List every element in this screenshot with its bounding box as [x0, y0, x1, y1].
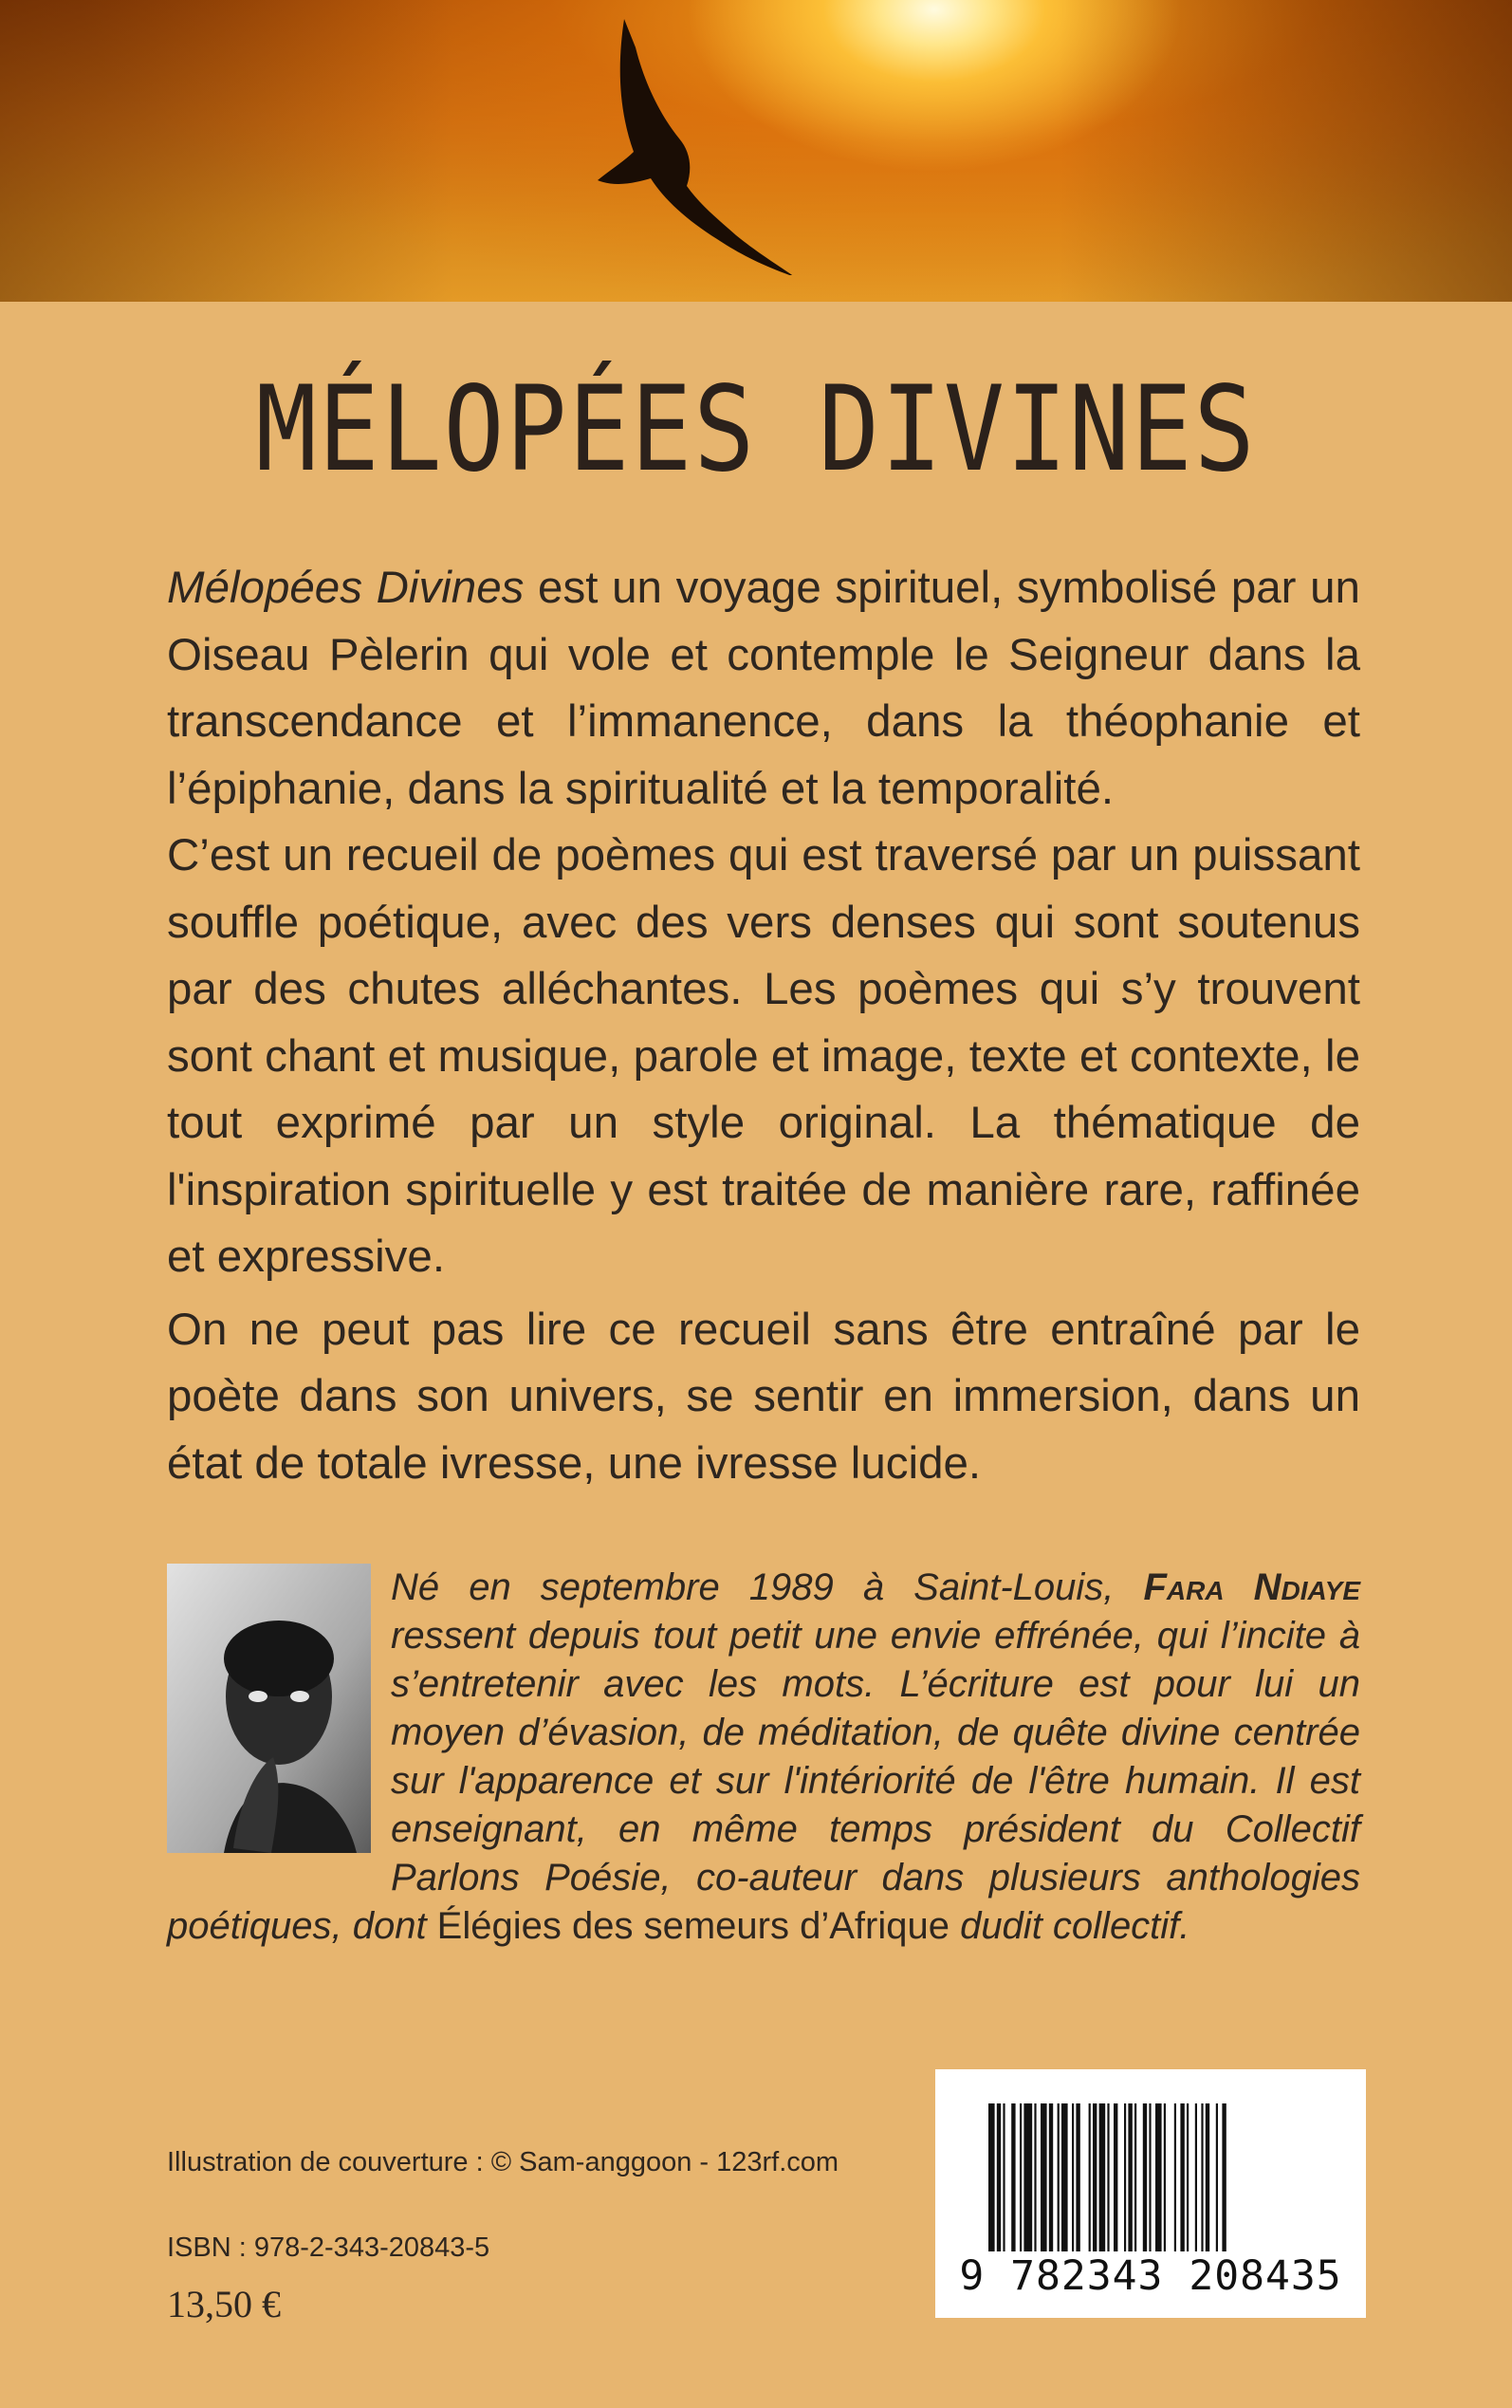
barcode-bar	[1124, 2103, 1126, 2274]
barcode-bar	[1180, 2103, 1184, 2274]
barcode-bar	[1206, 2103, 1209, 2274]
blurb-paragraph-1	[167, 555, 1360, 823]
illustration-credit: Illustration de couverture : © Sam-anggoon - 123rf.com	[167, 2147, 839, 2177]
author-name: Fara Ndiaye	[1143, 1566, 1361, 1608]
barcode-bars-graphic	[988, 2103, 1322, 2274]
barcode-bar	[1155, 2103, 1162, 2274]
back-cover-blurb	[167, 555, 1360, 1497]
barcode-bar	[1128, 2103, 1132, 2274]
barcode-bar	[1174, 2103, 1176, 2274]
book-title: MÉLOPÉES DIVINES	[255, 361, 1257, 498]
barcode-bar	[997, 2103, 1001, 2274]
bio-book-title: Élégies des semeurs d’Afrique	[436, 1905, 950, 1947]
barcode-bar	[1187, 2103, 1189, 2274]
barcode-bar	[1099, 2103, 1106, 2274]
barcode-bar	[1114, 2103, 1117, 2274]
barcode-bar	[1143, 2103, 1147, 2274]
barcode-bar	[988, 2103, 995, 2274]
barcode-bar	[1201, 2103, 1203, 2274]
price-label: 13,50 €	[167, 2283, 281, 2325]
barcode-bar	[1216, 2103, 1218, 2274]
barcode-bar	[1222, 2103, 1226, 2274]
barcode	[935, 2069, 1366, 2318]
blurb-paragraph-1-text: est un voyage spirituel, symbolisé par un Oiseau Pèlerin qui vole et contemple le Seigneur dans la transcendance et l’immanence, dans la théophanie et l’épiphanie, dans la spiritualité et la temporalité.	[167, 563, 1360, 814]
barcode-bar	[1149, 2103, 1151, 2274]
bio-outro: dudit collectif.	[949, 1905, 1190, 1947]
author-biography	[167, 1564, 1360, 1951]
barcode-bar	[1195, 2103, 1197, 2274]
photo-spacer	[167, 1564, 391, 1860]
barcode-bar	[1011, 2103, 1015, 2274]
barcode-digits: 9 782343 208435	[947, 2251, 1355, 2301]
barcode-bar	[1041, 2103, 1047, 2274]
barcode-bar	[1003, 2103, 1005, 2274]
bio-body: ressent depuis tout petit une envie effrénée, qui l’incite à s’entretenir avec les mots. L’écriture est pour lui un moyen d’évasion, de méditation, de quête divine centrée sur l'apparence et sur l'intériorité de l'être humain. Il est enseignant, en même temps président du Collectif Parlons Poésie, co-auteur dans plusieurs anthologies poétiques, dont	[167, 1615, 1360, 1947]
blurb-paragraph-3: On ne peut pas lire ce recueil sans être entraîné par le poète dans son univers, se sentir en immersion, dans un état de totale ivresse, une ivresse lucide.	[167, 1304, 1360, 1489]
bio-intro: Né en septembre 1989 à Saint-Louis,	[391, 1566, 1144, 1608]
isbn-number: ISBN : 978-2-343-20843-5	[167, 2232, 490, 2263]
barcode-bar	[1076, 2103, 1079, 2274]
barcode-bar	[1089, 2103, 1091, 2274]
barcode-bar	[1058, 2103, 1060, 2274]
barcode-bar	[1023, 2103, 1032, 2274]
barcode-bar	[1107, 2103, 1109, 2274]
barcode-bar	[1049, 2103, 1053, 2274]
barcode-bar	[1061, 2103, 1068, 2274]
cover-illustration-sunset	[0, 0, 1512, 302]
barcode-bar	[1164, 2103, 1166, 2274]
barcode-bar	[1072, 2103, 1074, 2274]
blurb-title-italic: Mélopées Divines	[167, 563, 525, 613]
barcode-bar	[1134, 2103, 1136, 2274]
barcode-bar	[1093, 2103, 1097, 2274]
barcode-bar	[1034, 2103, 1036, 2274]
bird-silhouette-icon	[596, 19, 804, 275]
barcode-bar	[1020, 2103, 1022, 2274]
blurb-paragraph-2: C’est un recueil de poèmes qui est traversé par un puissant souffle poétique, avec des vers denses qui sont soutenus par des chutes alléchantes. Les poèmes qui s’y trouvent sont chant et musique, parole et image, texte et contexte, le tout exprimé par un style original. La thématique de l'inspiration spirituelle y est traitée de manière rare, raffinée et expressive.	[167, 830, 1360, 1282]
